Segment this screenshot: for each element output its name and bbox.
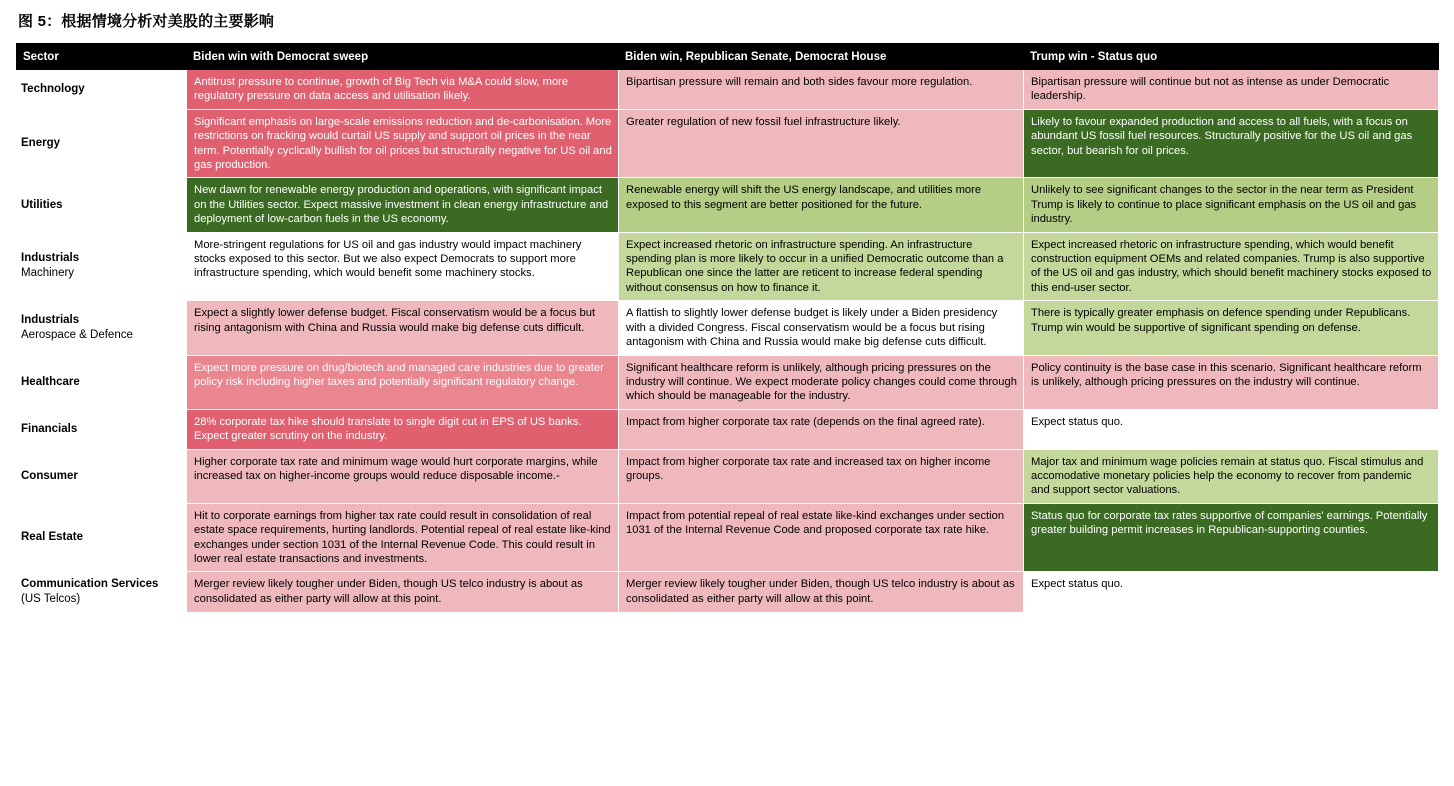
table-row	[17, 178, 1439, 232]
scenario-cell: Significant emphasis on large-scale emissions reduction and de-carbonisation. More restrictions on fracking would curtail US supply and support oil prices in the near term. Potentially cyclically bullish for oil prices but structurally negative for US oil and gas production.	[187, 109, 619, 178]
table-row	[17, 572, 1439, 613]
table-row	[17, 409, 1439, 449]
sector-label	[17, 572, 187, 613]
sector-name: Consumer	[21, 469, 78, 482]
scenario-cell: Merger review likely tougher under Biden, though US telco industry is about as consolidated as either party will allow at this point.	[619, 572, 1024, 613]
scenario-cell: Antitrust pressure to continue, growth of Big Tech via M&A could slow, more regulatory pressure on data access and utilisation likely.	[187, 70, 619, 110]
sector-name: Communication Services	[21, 578, 159, 591]
scenario-cell: Greater regulation of new fossil fuel infrastructure likely.	[619, 109, 1024, 178]
column-header-biden-sweep: Biden win with Democrat sweep	[187, 44, 619, 70]
scenario-cell: Expect a slightly lower defense budget. Fiscal conservatism would be a focus but rising antagonism with China and Russia would make big defense cuts difficult.	[187, 301, 619, 355]
scenario-cell: Renewable energy will shift the US energy landscape, and utilities more exposed to this segment are better positioned for the future.	[619, 178, 1024, 232]
scenario-cell: Expect increased rhetoric on infrastructure spending. An infrastructure spending plan is more likely to occur in a unified Democratic outcome than a Republican one since the latter are reticent to increase federal spending without consensus on how to finance it.	[619, 232, 1024, 301]
column-header-biden-split: Biden win, Republican Senate, Democrat House	[619, 44, 1024, 70]
table-row	[17, 109, 1439, 178]
scenario-cell: Higher corporate tax rate and minimum wage would hurt corporate margins, while increased tax on higher-income groups would reduce disposable income.-	[187, 449, 619, 503]
scenario-cell: Status quo for corporate tax rates supportive of companies' earnings. Potentially greater building permit increases in Republican-supporting counties.	[1024, 503, 1439, 572]
scenario-cell: Impact from potential repeal of real estate like-kind exchanges under section 1031 of the Internal Revenue Code and proposed corporate tax rate hike.	[619, 503, 1024, 572]
sector-name: Financials	[21, 422, 78, 435]
scenario-cell: Expect more pressure on drug/biotech and managed care industries due to greater policy risk including higher taxes and potentially significant regulatory change.	[187, 355, 619, 409]
scenario-cell: Bipartisan pressure will remain and both sides favour more regulation.	[619, 70, 1024, 110]
sector-name: Industrials	[21, 313, 80, 326]
sector-label	[17, 355, 187, 409]
sector-name: Energy	[21, 137, 60, 150]
sector-label	[17, 178, 187, 232]
scenario-cell: Hit to corporate earnings from higher tax rate could result in consolidation of real estate space requirements, hurting landlords. Potential repeal of real estate like-kind exchanges under section 1031 of the Internal Revenue Code. This could result in lower real estate transactions and investments.	[187, 503, 619, 572]
table-row	[17, 232, 1439, 301]
scenario-cell: Unlikely to see significant changes to the sector in the near term as President Trump is likely to continue to place significant emphasis on the US oil and gas industry.	[1024, 178, 1439, 232]
sector-subname: Machinery	[21, 267, 75, 280]
column-header-sector: Sector	[17, 44, 187, 70]
page-title: 图 5：根据情境分析对美股的主要影响	[18, 13, 275, 30]
scenario-cell: 28% corporate tax hike should translate to single digit cut in EPS of US banks. Expect greater scrutiny on the industry.	[187, 409, 619, 449]
column-header-trump: Trump win - Status quo	[1024, 44, 1439, 70]
sector-label	[17, 301, 187, 355]
sector-name: Real Estate	[21, 531, 84, 544]
scenario-cell: More-stringent regulations for US oil and gas industry would impact machinery stocks exposed to this sector. But we also expect Democrats to support more infrastructure spending, which would benefit some machinery stocks.	[187, 232, 619, 301]
scenario-cell: There is typically greater emphasis on defence spending under Republicans. Trump win would be supportive of significant spending on defense.	[1024, 301, 1439, 355]
table-body	[17, 70, 1439, 613]
sector-name: Technology	[21, 82, 85, 95]
sector-subname: (US Telcos)	[21, 593, 81, 606]
sector-label	[17, 232, 187, 301]
sector-label	[17, 409, 187, 449]
scenario-cell: Bipartisan pressure will continue but not as intense as under Democratic leadership.	[1024, 70, 1439, 110]
scenario-cell: Expect increased rhetoric on infrastructure spending, which would benefit construction equipment OEMs and related companies. Trump is also supportive of the US oil and gas industry, which should benefit machinery stocks exposed to this end-user sector.	[1024, 232, 1439, 301]
table-header-row	[17, 44, 1439, 70]
sector-label	[17, 109, 187, 178]
table-header	[17, 44, 1439, 70]
scenario-cell: New dawn for renewable energy production and operations, with significant impact on the Utilities sector. Expect massive investment in clean energy infrastructure and deployment of low-carbon fuels in the US economy.	[187, 178, 619, 232]
table-row	[17, 301, 1439, 355]
sector-label	[17, 449, 187, 503]
scenario-cell: Impact from higher corporate tax rate (depends on the final agreed rate).	[619, 409, 1024, 449]
sector-name: Industrials	[21, 252, 80, 265]
scenario-cell: Expect status quo.	[1024, 572, 1439, 613]
sector-name: Healthcare	[21, 375, 80, 388]
sector-label	[17, 70, 187, 110]
scenario-cell: Policy continuity is the base case in this scenario. Significant healthcare reform is unlikely, although pricing pressures on the industry will continue.	[1024, 355, 1439, 409]
table-row	[17, 355, 1439, 409]
scenario-cell: Major tax and minimum wage policies remain at status quo. Fiscal stimulus and accomodative monetary policies help the economy to recover from pandemic and support sector valuations.	[1024, 449, 1439, 503]
table-row	[17, 503, 1439, 572]
scenario-cell: A flattish to slightly lower defense budget is likely under a Biden presidency with a divided Congress. Fiscal conservatism would be a focus but rising antagonism with China and Russia would make big defense cuts difficult.	[619, 301, 1024, 355]
table-row	[17, 449, 1439, 503]
sector-name: Utilities	[21, 198, 63, 211]
sector-label	[17, 503, 187, 572]
table-row	[17, 70, 1439, 110]
scenario-cell: Impact from higher corporate tax rate and increased tax on higher income groups.	[619, 449, 1024, 503]
scenario-cell: Merger review likely tougher under Biden, though US telco industry is about as consolidated as either party will allow at this point.	[187, 572, 619, 613]
scenario-cell: Significant healthcare reform is unlikely, although pricing pressures on the industry will continue. We expect moderate policy changes could come through which should be manageable for the industry.	[619, 355, 1024, 409]
scenario-impact-table	[16, 43, 1439, 613]
scenario-cell: Likely to favour expanded production and access to all fuels, with a focus on abundant US fossil fuel resources. Structurally positive for the US oil and gas sector, but bearish for oil prices.	[1024, 109, 1439, 178]
sector-subname: Aerospace & Defence	[21, 328, 133, 341]
scenario-cell: Expect status quo.	[1024, 409, 1439, 449]
